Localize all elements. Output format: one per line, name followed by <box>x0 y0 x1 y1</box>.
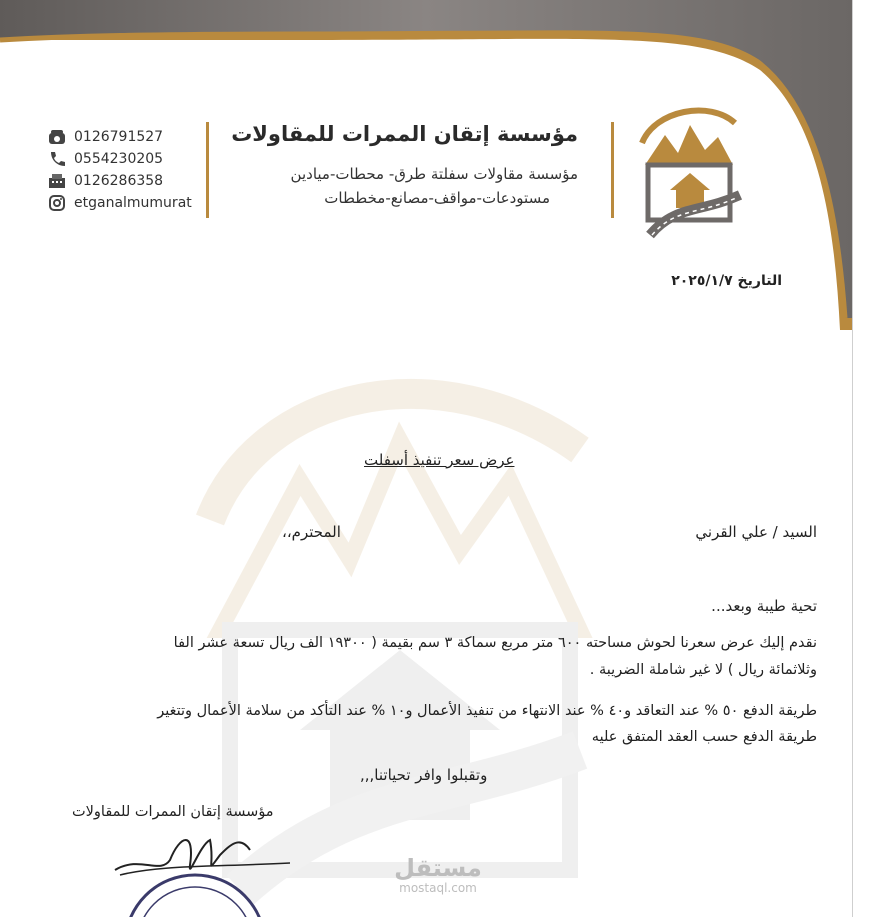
letter-title: عرض سعر تنفيذ أسفلت <box>364 451 515 469</box>
mobile-phone-icon <box>48 151 66 167</box>
letter-closing: وتقبلوا وافر تحياتنا,,, <box>360 766 488 784</box>
letter-date: التاريخ ٢٠٢٥/١/٧ <box>671 273 782 289</box>
contact-office-value: 0126791527 <box>74 129 164 145</box>
letter-respected: المحترم،، <box>282 523 341 541</box>
letter-body-line: طريقة الدفع ٥٠ % عند التعاقد و٤٠ % عند الانتهاء من تنفيذ الأعمال و١٠ % عند التأكد من سلامة الأعمال وتتغير <box>157 703 817 719</box>
contact-row-instagram <box>48 192 192 214</box>
letter-body-line: نقدم إليك عرض سعرنا لحوش مساحته ٦٠٠ متر مربع سماكة ٣ سم بقيمة ( ١٩٣٠٠ الف ريال تسعة عشر الفا <box>173 635 817 651</box>
page-edge <box>852 0 853 917</box>
instagram-icon <box>48 195 66 211</box>
signature-stamp <box>100 825 310 917</box>
letter-body-line: طريقة الدفع حسب العقد المتفق عليه <box>591 729 817 745</box>
header-divider-left <box>206 122 209 218</box>
phone-office-icon <box>48 129 66 145</box>
letter-recipient: السيد / علي القرني <box>695 523 817 541</box>
mostaql-watermark <box>378 848 498 896</box>
mostaql-brand: مستقل <box>394 854 482 882</box>
company-logo <box>630 95 745 240</box>
company-subtitle-1: مؤسسة مقاولات سفلتة طرق- محطات-ميادين <box>290 165 578 183</box>
contact-row-fax <box>48 170 192 192</box>
fax-icon <box>48 173 66 189</box>
header-divider-right <box>611 122 614 218</box>
mostaql-site: mostaql.com <box>399 881 477 895</box>
contact-fax-value: 0126286358 <box>74 173 164 189</box>
contact-mobile-value: 0554230205 <box>74 151 164 167</box>
contact-row-office <box>48 126 192 148</box>
company-subtitle-2: مستودعات-مواقف-مصانع-مخططات <box>324 189 550 207</box>
signatory-name: مؤسسة إتقان الممرات للمقاولات <box>72 804 274 820</box>
contact-row-mobile <box>48 148 192 170</box>
logo-watermark <box>150 330 650 910</box>
contact-list <box>48 126 192 214</box>
company-title: مؤسسة إتقان الممرات للمقاولات <box>231 122 578 146</box>
letter-greeting: تحية طيبة وبعد... <box>711 597 817 615</box>
contact-instagram-value: etganalmumurat <box>74 195 192 211</box>
letter-body-line: وثلاثمائة ريال ) لا غير شاملة الضريبة . <box>589 662 817 678</box>
